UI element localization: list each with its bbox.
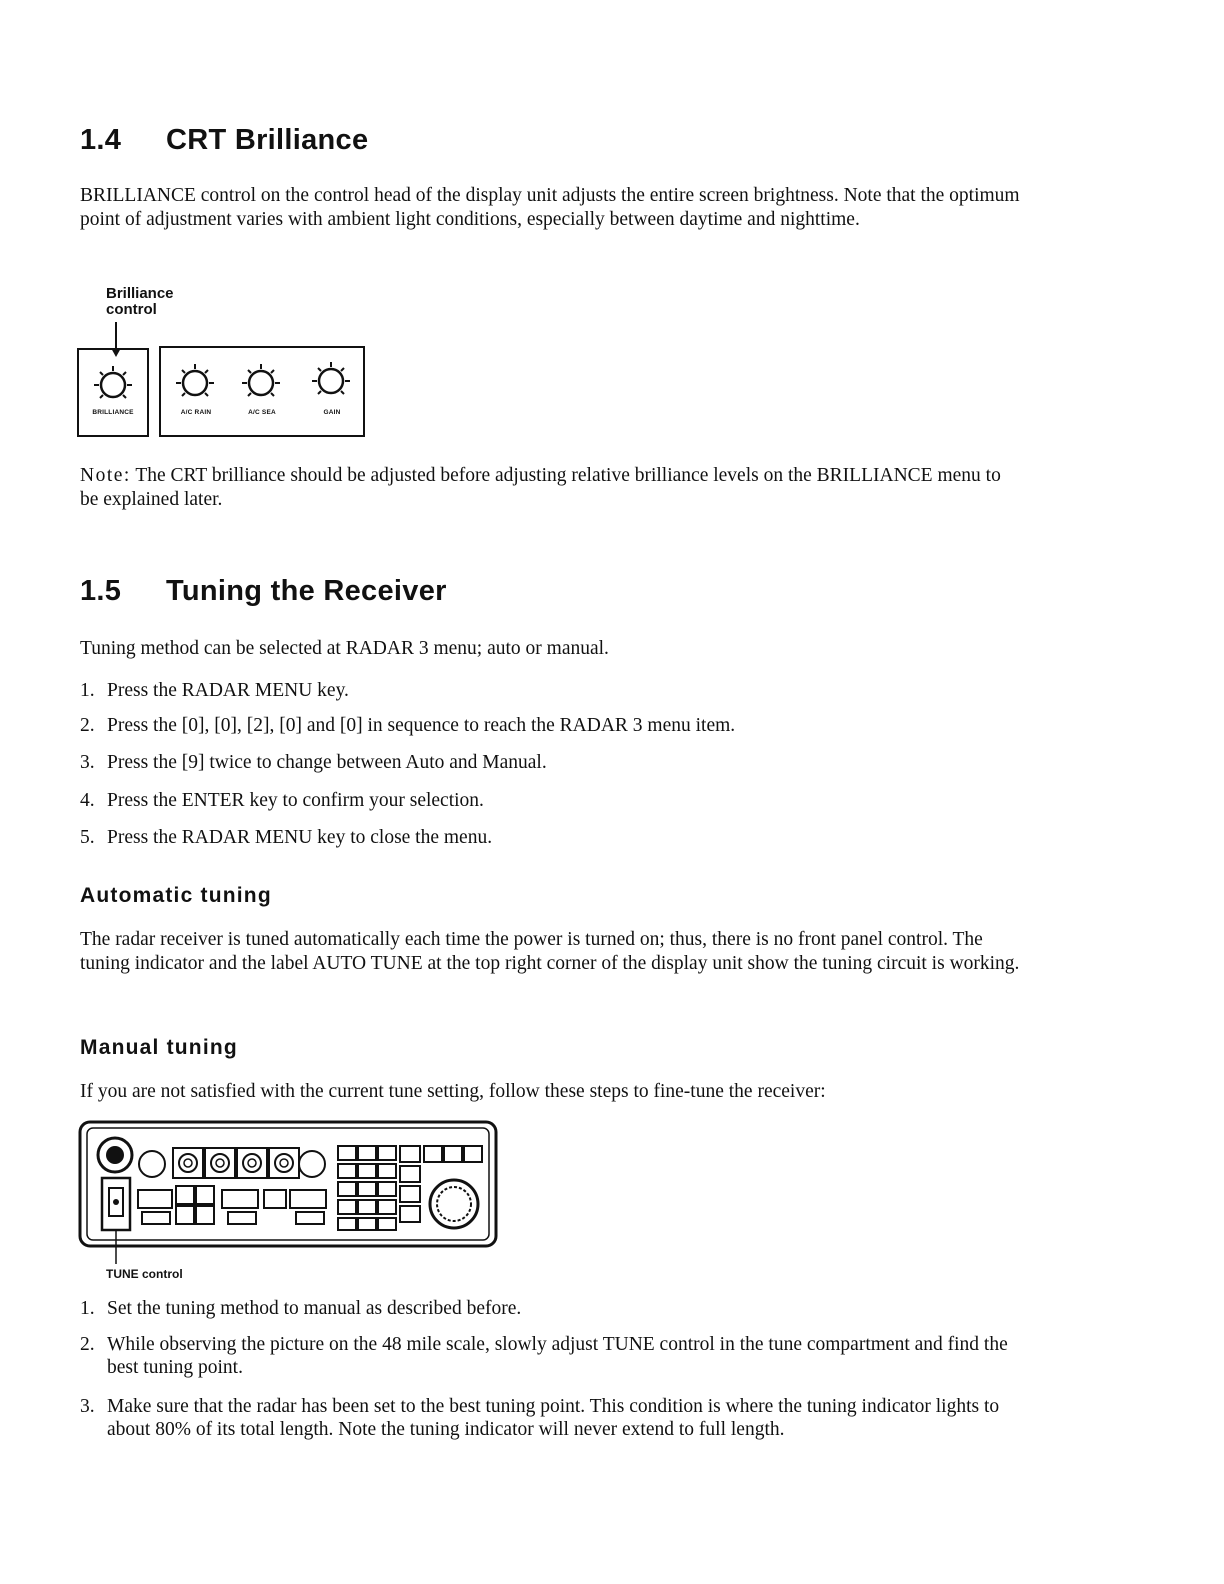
panel-button [196,1186,214,1204]
rain-knob-icon [176,364,214,396]
panel-knob-box [205,1148,235,1178]
panel-button [176,1206,194,1224]
panel-button [196,1206,214,1224]
step-number: 3. [80,1396,95,1417]
panel-knob-box [269,1148,299,1178]
panel-button [222,1190,258,1208]
knob-label-rain: A/C RAIN [180,409,212,416]
section-title: Tuning the Receiver [166,575,447,607]
panel-knob [299,1151,325,1177]
panel-button [290,1190,326,1208]
note-text: The CRT brilliance should be adjusted before adjusting relative brilliance levels on the BRILLIANCE menu to be explained later. [80,465,1001,510]
manual-tuning-paragraph: If you are not satisfied with the current tune setting, follow these steps to fine-tune the receiver: [80,1081,826,1102]
panel-button [228,1212,256,1224]
knob-label-gain: GAIN [323,409,341,416]
gain-knob-icon [312,362,350,394]
list-item [80,1395,1030,1467]
section-number: 1.4 [80,124,122,156]
panel-knob-box [173,1148,203,1178]
brilliance-callout [106,286,174,318]
sea-knob-icon [242,364,280,396]
knob-label-brilliance: BRILLIANCE [92,409,134,416]
section-title: CRT Brilliance [166,124,369,156]
panel-button [296,1212,324,1224]
automatic-tuning-heading: Automatic tuning [80,884,272,907]
step-text: Set the tuning method to manual as described before. [107,1298,522,1319]
knob-label-sea: A/C SEA [248,409,276,416]
section-1-5-heading [80,575,447,608]
list-item [80,1297,1020,1321]
tuning-intro: Tuning method can be selected at RADAR 3 menu; auto or manual. [80,638,609,659]
panel-frame [80,1122,496,1246]
list-item [80,714,1020,738]
step-number: 2. [80,715,95,736]
step-text: Press the RADAR MENU key to close the menu. [107,827,493,848]
step-number: 2. [80,1334,95,1355]
section-number: 1.5 [80,575,122,607]
brilliance-control-figure [76,320,368,440]
power-knob-center [106,1146,124,1164]
panel-knob-box [237,1148,267,1178]
step-text: Press the ENTER key to confirm your selection. [107,790,484,811]
callout-line-1: Brilliance [106,285,174,302]
step-number: 5. [80,827,95,848]
step-text: Press the RADAR MENU key. [107,680,349,701]
panel-button [264,1190,286,1208]
step-number: 4. [80,790,95,811]
control-panel-figure [78,1118,502,1268]
tune-control-label: TUNE control [106,1267,183,1281]
brilliance-knob-box [78,349,148,436]
brilliance-knob-icon [94,366,132,398]
list-item [80,679,1020,703]
list-item [80,826,1020,850]
manual-tuning-heading: Manual tuning [80,1036,238,1059]
step-text: Make sure that the radar has been set to the best tuning point. This condition is where the tuning indicator lights to about 80% of its total length. Note the tuning indicator will never extend to full length. [107,1396,1000,1440]
section-1-4-heading [80,124,368,157]
callout-line-2: control [106,301,157,318]
step-text: Press the [9] twice to change between Auto and Manual. [107,752,547,773]
panel-button [176,1186,194,1204]
list-item [80,751,1020,775]
note-label: Note: [80,465,131,486]
step-text: Press the [0], [0], [2], [0] and [0] in sequence to reach the RADAR 3 menu item. [107,715,736,736]
automatic-tuning-paragraph: The radar receiver is tuned automatically each time the power is turned on; thus, there is no front panel control. The tuning indicator and the label AUTO TUNE at the top right corner of the display unit show the tuning circuit is working. [80,929,1020,974]
note-paragraph [80,464,1020,511]
panel-knob [139,1151,165,1177]
panel-button [142,1212,170,1224]
step-number: 1. [80,1298,95,1319]
crt-brilliance-paragraph: BRILLIANCE control on the control head of the display unit adjusts the entire screen brightness. Note that the optimum point of adjustment varies with ambient light conditions, especially between daytime and nighttime. [80,185,1020,230]
list-item [80,789,1020,813]
list-item [80,1333,1020,1381]
step-text: While observing the picture on the 48 mile scale, slowly adjust TUNE control in the tune compartment and find the best tuning point. [107,1334,1008,1378]
tune-knob-center [113,1199,119,1205]
step-number: 3. [80,752,95,773]
step-number: 1. [80,680,95,701]
panel-button [138,1190,172,1208]
